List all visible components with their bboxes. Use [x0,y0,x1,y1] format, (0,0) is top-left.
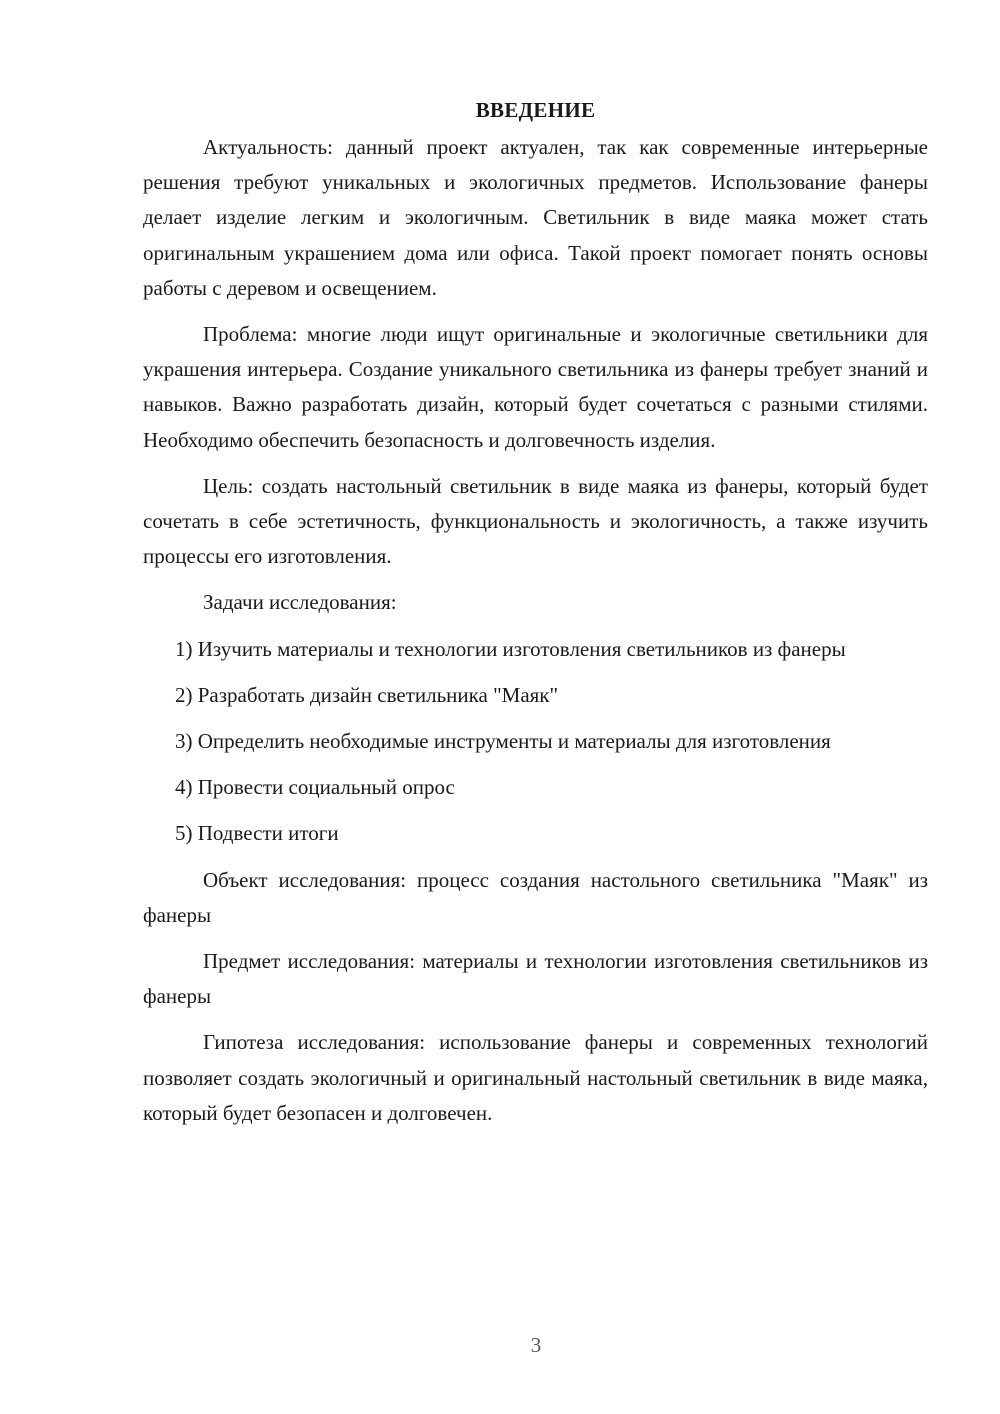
task-item-4: 4) Провести социальный опрос [175,775,455,800]
goal-paragraph: Цель: создать настольный светильник в виде маяка из фанеры, который будет сочетать в себе эстетичность, функциональность и экологичность, а также изучить процессы его изготовления. [143,473,928,569]
hypothesis-paragraph: Гипотеза исследования: использование фанеры и современных технологий позволяет создать экологичный и оригинальный настольный светильник в виде маяка, который будет безопасен и долговечен. [143,1030,928,1125]
task-item-3: 3) Определить необходимые инструменты и материалы для изготовления [175,729,831,754]
object-paragraph: Объект исследования: процесс создания настольного светильника "Маяк" из фанеры [143,867,928,927]
relevance-paragraph: Актуальность: данный проект актуален, так как современные интерьерные решения требуют уникальных и экологичных предметов. Использование фанеры делает изделие легким и экологичным. Светильник в виде маяка может стать оригинальным украшением дома или офиса. Такой проект помогает понять основы работы с деревом и освещением. [143,135,928,300]
document-heading: ВВЕДЕНИЕ [475,98,596,122]
page-number: 3 [530,1333,542,1357]
task-item-1: 1) Изучить материалы и технологии изготовления светильников из фанеры [175,636,846,661]
task-item-5: 5) Подвести итоги [175,821,339,846]
document-page [143,92,928,1142]
problem-paragraph: Проблема: многие люди ищут оригинальные и экологичные светильники для украшения интерьера. Создание уникального светильника из фанеры требует знаний и навыков. Важно разработать дизайн, который будет сочетаться с разными стилями. Необходимо обеспечить безопасность и долговечность изделия. [143,322,928,452]
subject-paragraph: Предмет исследования: материалы и технологии изготовления светильников из фанеры [143,949,928,1009]
task-item-2: 2) Разработать дизайн светильника "Маяк" [175,682,559,707]
tasks-title: Задачи исследования: [203,590,397,615]
